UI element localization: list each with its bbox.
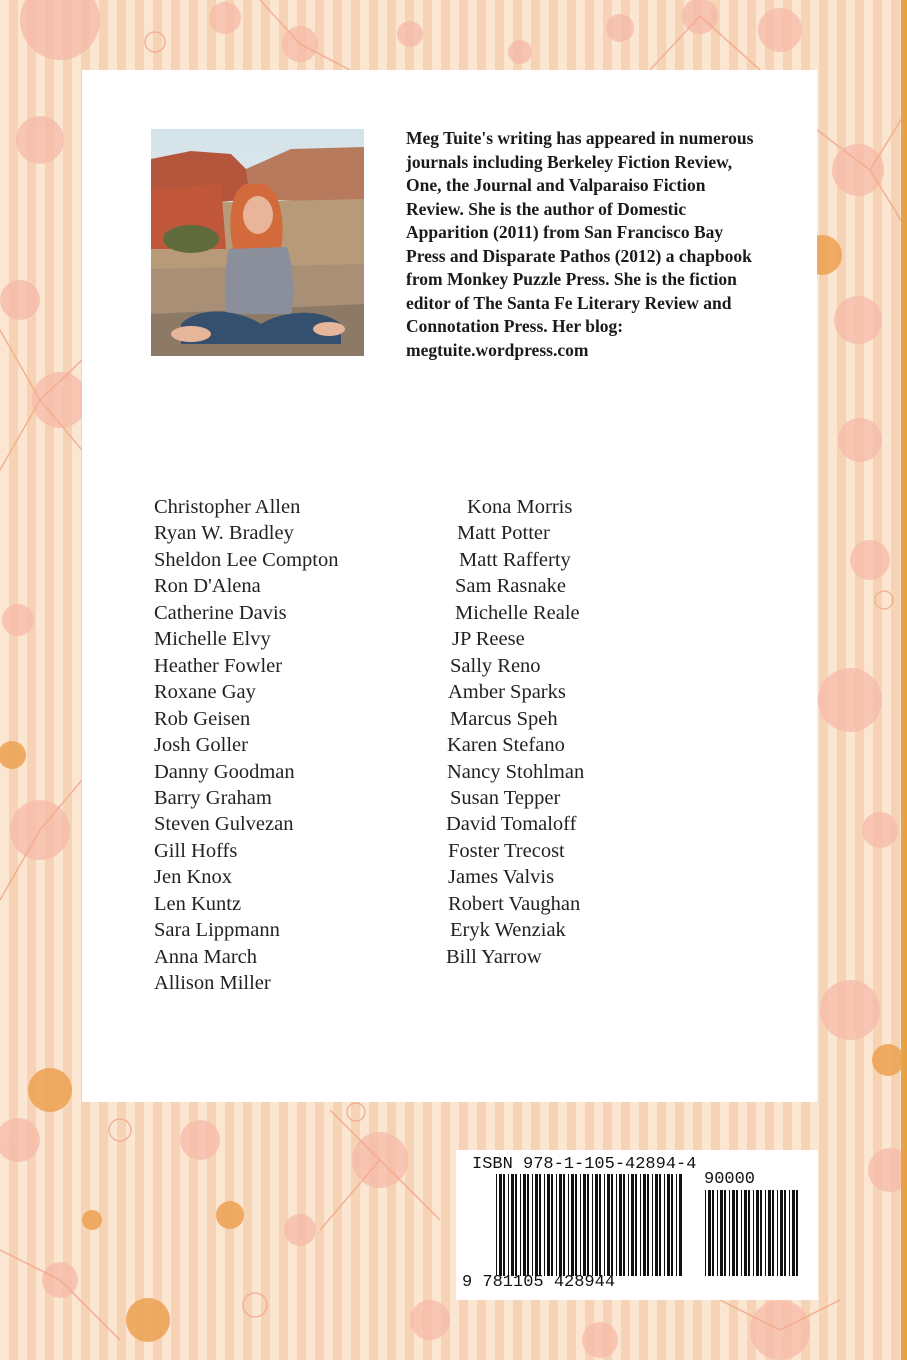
contributor-name: Ron D'Alena xyxy=(154,575,261,598)
contributor-name: Jen Knox xyxy=(154,866,233,889)
contributor-name: Matt Rafferty xyxy=(459,548,571,571)
contributor-name: Steven Gulvezan xyxy=(154,813,294,836)
contributor-name: Barry Graham xyxy=(154,786,272,809)
price-barcode xyxy=(705,1190,799,1276)
contributor-name: Nancy Stohlman xyxy=(447,760,585,783)
contributor-name: Susan Tepper xyxy=(450,786,561,809)
contributor-name: Karen Stefano xyxy=(447,734,565,757)
barcode-digits: 9 781105 428944 xyxy=(462,1273,616,1292)
contributor-name: David Tomaloff xyxy=(446,813,577,836)
author-photo xyxy=(151,129,364,356)
contributor-name: Rob Geisen xyxy=(154,707,251,730)
contributor-name: Sheldon Lee Compton xyxy=(154,548,339,571)
contributor-name: Ryan W. Bradley xyxy=(154,522,294,545)
contributor-name: Sam Rasnake xyxy=(455,575,567,598)
contributor-name: Roxane Gay xyxy=(154,681,256,704)
contributor-name: Anna March xyxy=(154,945,258,968)
contributor-name: Michelle Elvy xyxy=(154,628,271,651)
contributor-name: JP Reese xyxy=(452,628,525,651)
contributor-name: James Valvis xyxy=(448,866,555,889)
contributor-name: Marcus Speh xyxy=(450,707,558,730)
isbn-label: ISBN 978-1-105-42894-4 xyxy=(472,1155,697,1174)
contributor-name: Len Kuntz xyxy=(154,892,242,915)
author-bio: Meg Tuite's writing has appeared in numerous journals including Berkeley Fiction Review, One, the Journal and Valparaiso Fiction Review. She is the author of Domestic Apparition (2011) from San Francisco Bay Press and Disparate Pathos (2012) a chapbook from Monkey Puzzle Press. She is the fiction editor of The Santa Fe Literary Review and Connotation Press. Her blog: megtuite.wordpress.com xyxy=(406,128,754,360)
contributor-name: Kona Morris xyxy=(467,496,573,518)
contributors-right-column xyxy=(446,494,584,970)
contributor-name: Eryk Wenziak xyxy=(450,919,566,942)
contributor-name: Sally Reno xyxy=(450,654,541,677)
contributor-name: Robert Vaughan xyxy=(448,892,581,915)
price-code: 90000 xyxy=(704,1170,756,1189)
contributor-name: Sara Lippmann xyxy=(154,919,280,942)
contributor-name: Michelle Reale xyxy=(455,601,580,624)
isbn-barcode xyxy=(496,1174,682,1276)
contributor-name: Heather Fowler xyxy=(154,654,283,677)
contributor-name: Amber Sparks xyxy=(448,681,566,704)
contributor-name: Matt Potter xyxy=(457,522,550,545)
contributor-name: Danny Goodman xyxy=(154,760,295,783)
right-edge-band xyxy=(901,0,907,1360)
contributor-name: Bill Yarrow xyxy=(446,945,542,968)
contributor-name: Christopher Allen xyxy=(154,496,301,518)
contributor-name: Catherine Davis xyxy=(154,601,287,624)
contributor-name: Gill Hoffs xyxy=(154,839,238,862)
contributor-name: Josh Goller xyxy=(154,734,248,757)
contributor-name: Allison Miller xyxy=(154,972,271,995)
contributors-left-column xyxy=(154,494,338,997)
contributor-name: Foster Trecost xyxy=(448,839,565,862)
